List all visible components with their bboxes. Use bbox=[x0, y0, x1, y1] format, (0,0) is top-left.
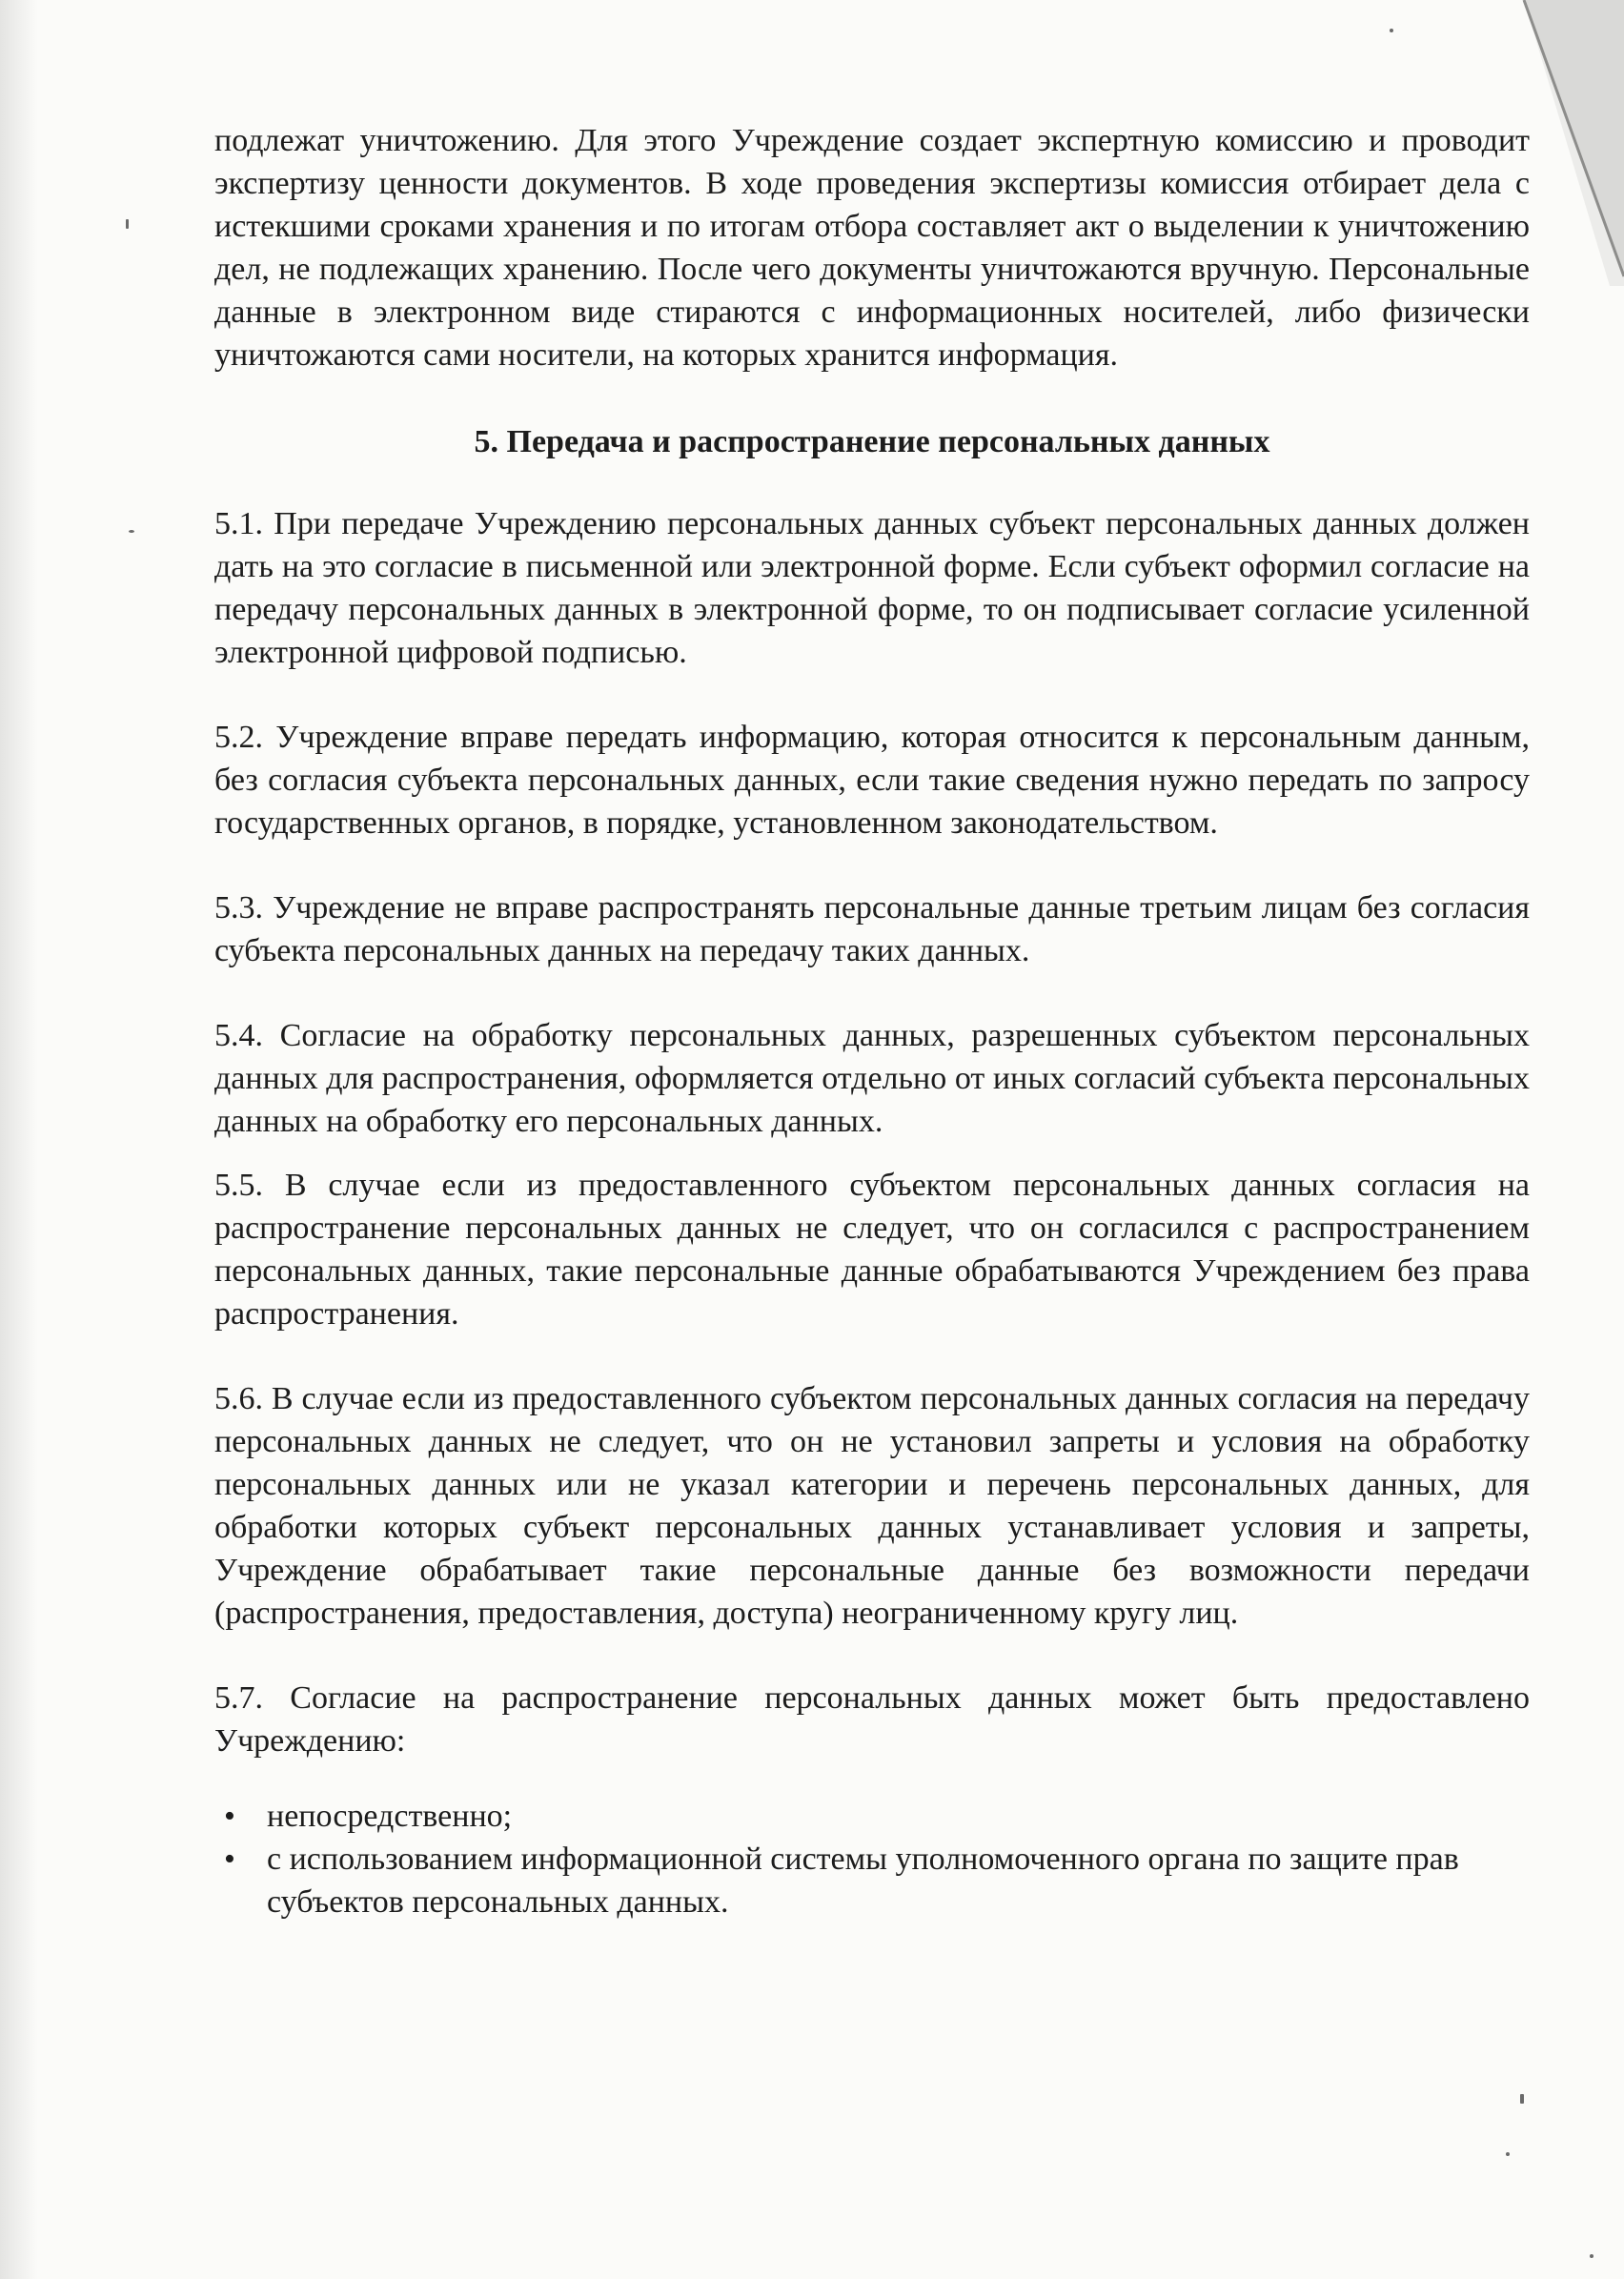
bullet-icon: • bbox=[224, 1842, 235, 1877]
scan-edge-shadow bbox=[0, 0, 38, 2279]
paragraph-5-6: 5.6. В случае если из предоставленного субъектом персональных данных согласия на передачу персональных данных не следует, что он не установил запреты и условия на обработку персональных данных или не указал категории и перечень персональных данных, для обработки которых субъект персональных данных устанавливает условия и запреты, Учреждение обрабатывает такие персональные данные без возможности передачи (распространения, предоставления, доступа) неограниченному кругу лиц. bbox=[214, 1381, 1530, 1631]
bullet-icon: • bbox=[224, 1799, 235, 1834]
paragraph-5-4: 5.4. Согласие на обработку персональных данных, разрешенных субъектом персональных данных для распространения, оформляется отдельно от иных согласий субъекта персональных данных на обработку его персональных данных. bbox=[214, 1018, 1530, 1139]
paragraph-5-7: 5.7. Согласие на распространение персональных данных может быть предоставлено Учреждению: bbox=[214, 1680, 1530, 1759]
paragraph-5-2: 5.2. Учреждение вправе передать информацию, которая относится к персональным данным, без согласия субъекта персональных данных, если такие сведения нужно передать по запросу государственных органов, в порядке, установленном законодательством. bbox=[214, 720, 1530, 841]
paragraph-5-3: 5.3. Учреждение не вправе распространять персональные данные третьим лицам без согласия субъекта персональных данных на передачу таких данных. bbox=[214, 890, 1530, 968]
paragraph-5-1: 5.1. При передаче Учреждению персональных данных субъект персональных данных должен дать на это согласие в письменной или электронной форме. Если субъект оформил согласие на передачу персональных данных в электронной форме, то он подписывает согласие усиленной электронной цифровой подписью. bbox=[214, 506, 1530, 670]
scan-speck bbox=[1390, 29, 1393, 32]
scan-speck bbox=[126, 219, 129, 229]
section-heading: 5. Передача и распространение персональных данных bbox=[474, 424, 1270, 459]
document-body bbox=[214, 119, 1530, 1923]
paragraph-5-5: 5.5. В случае если из предоставленного субъектом персональных данных согласия на распространение персональных данных не следует, что он согласился с распространением персональных данных, такие персональные данные обрабатываются Учреждением без права распространения. bbox=[214, 1168, 1530, 1332]
list-item bbox=[224, 1795, 1530, 1838]
list-item-text: с использованием информационной системы уполномоченного органа по защите прав субъектов персональных данных. bbox=[267, 1842, 1459, 1920]
scan-speck bbox=[1590, 2254, 1594, 2258]
scan-speck bbox=[1506, 2152, 1510, 2156]
scan-speck bbox=[129, 530, 134, 533]
list-item-text: непосредственно; bbox=[267, 1799, 513, 1834]
list-item bbox=[224, 1838, 1530, 1923]
bullet-list bbox=[214, 1795, 1530, 1923]
scan-speck bbox=[1520, 2094, 1524, 2104]
paragraph-continuation: подлежат уничтожению. Для этого Учреждение создает экспертную комиссию и проводит экспертизу ценности документов. В ходе проведения экспертизы комиссия отбирает дела с истекшими сроками хранения и по итогам отбора составляет акт о выделении к уничтожению дел, не подлежащих хранению. После чего документы уничтожаются вручную. Персональные данные в электронном виде стираются с информационных носителей, либо физически уничтожаются сами носители, на которых хранится информация. bbox=[214, 123, 1530, 373]
